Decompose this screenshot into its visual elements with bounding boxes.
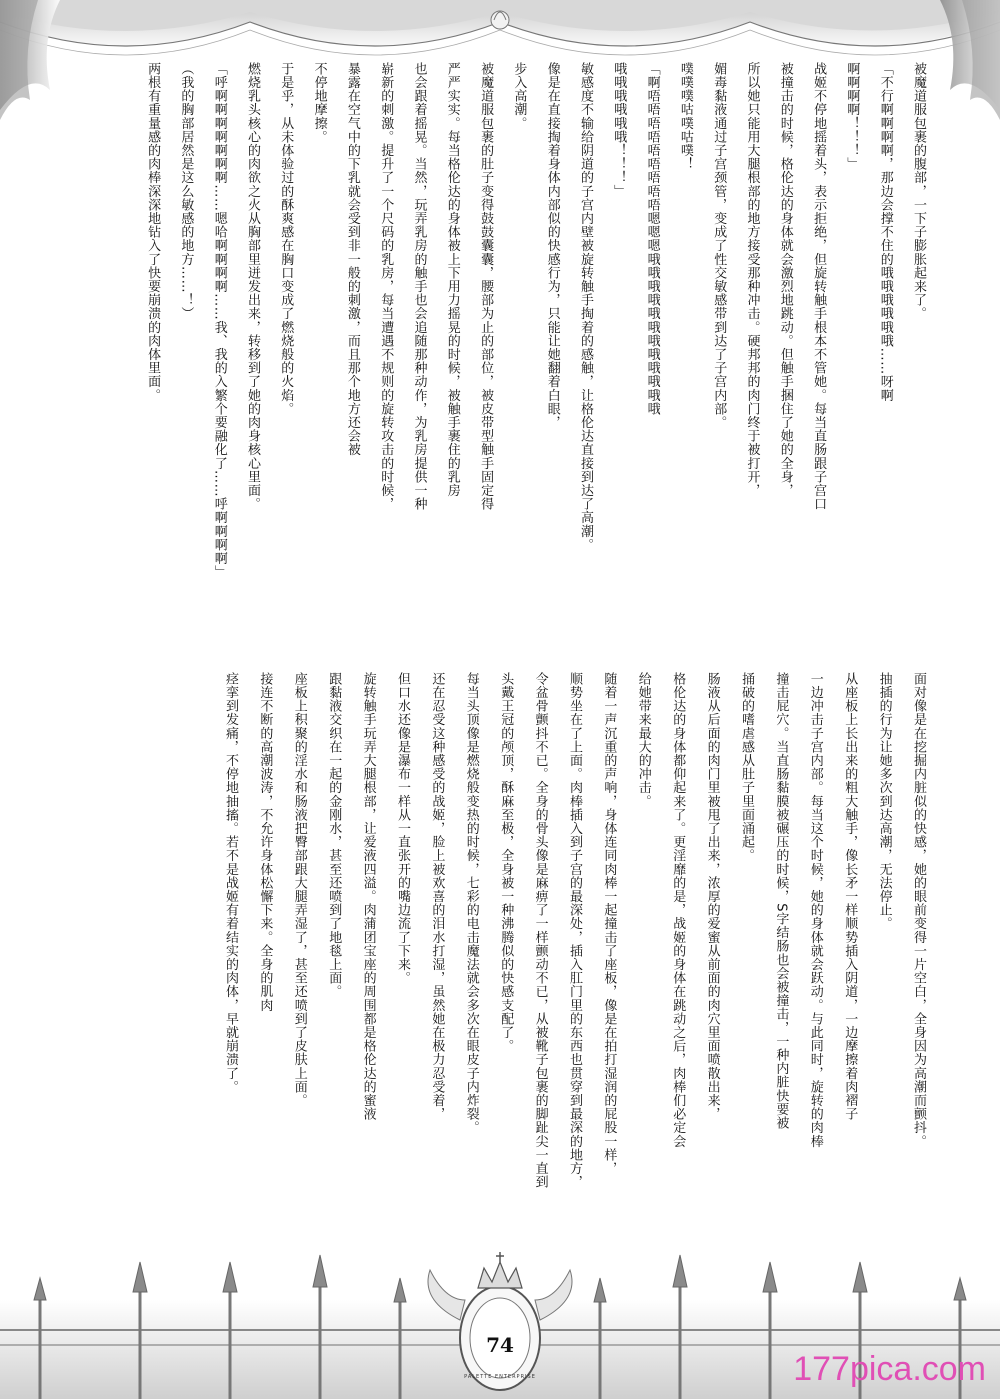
text-column: （我的胸部居然是这么敏感的地方……！） bbox=[178, 62, 194, 321]
text-column: 接连不断的高潮波涛，不允许身体松懈下来。全身的肌肉 bbox=[257, 672, 273, 1012]
text-column: 跟黏液交织在一起的金刚水，甚至还喷到了地毯上面。 bbox=[326, 672, 342, 999]
watermark: 177pica.com bbox=[793, 1350, 986, 1388]
text-column: 抽插的行为让她多次到达高潮，无法停止。 bbox=[876, 672, 892, 931]
text-column: 每当头顶像是燃烧般变热的时候，七彩的电击魔法就会多次在眼皮子内炸裂。 bbox=[463, 672, 479, 1135]
text-column: 旋转触手玩弄大腿根部，让爱液四溢。肉蒲团宝座的周围都是格伦达的蜜液 bbox=[360, 672, 376, 1121]
page-number: 74 bbox=[486, 1333, 514, 1357]
text-column: 撞击屁穴。当直肠黏膜被碾压的时候，S字结肠也会被撞击，一种内脏快要被 bbox=[773, 672, 789, 1130]
text-column: 严严实实。每当格伦达的身体被上下用力摇晃的时候，被触手裹住的乳房 bbox=[444, 62, 460, 498]
text-column: 战姬不停地摇着头，表示拒绝，但旋转触手根本不管她。每当直肠跟子宫口 bbox=[811, 62, 827, 511]
text-column: 痉挛到发痛，不停地抽搐。若不是战姬有着结实的肉体，早就崩溃了。 bbox=[223, 672, 238, 1094]
text-column: 头戴王冠的颅顶，酥麻至极，全身被一种沸腾似的快感支配了。 bbox=[498, 672, 514, 1053]
text-column: 啊啊啊啊！！！」 bbox=[844, 62, 860, 171]
text-column: 哦哦哦哦哦哦！！！」 bbox=[611, 62, 627, 198]
text-column: 燃烧乳头核心的肉欲之火从胸部里迸发出来，转移到了她的肉身核心里面。 bbox=[245, 62, 260, 511]
curtain-top bbox=[0, 0, 1000, 55]
text-column: 也会跟着摇晃。当然，玩弄乳房的触手也会追随那种动作，为乳房提供一种 bbox=[411, 62, 427, 511]
text-column: 「啊唔唔唔唔唔唔唔唔唔嗯嗯嗯哦哦哦哦哦哦哦哦哦哦哦哦 bbox=[644, 62, 660, 416]
text-column: 被魔道服包裹的肚子变得鼓鼓囊囊，腰部为止的部位，被皮带型触手固定得 bbox=[478, 62, 494, 511]
text-column: 从座板上长出来的粗大触手，像长矛一样顺势插入阴道，一边摩擦着肉褶子 bbox=[842, 672, 858, 1121]
text-column: 媚毒黏液通过子宫颈管，变成了性交敏感带到达了子宫内部。 bbox=[711, 62, 727, 430]
text-column: 捅破的嗜虐感从肚子里面涌起。 bbox=[739, 672, 754, 863]
text-column: 像是在直接掏着身体内部似的快感行为，只能让她翻着白眼， bbox=[544, 62, 560, 430]
text-column: 于是乎，从未体验过的酥爽感在胸口变成了燃烧般的火焰。 bbox=[278, 62, 294, 416]
text-column: 步入高潮。 bbox=[511, 62, 527, 130]
text-column: 敏感度不输给阴道的子宫内壁被旋转触手掏着的感触，让格伦达直接到达了高潮。 bbox=[578, 62, 593, 552]
text-column: 不停地摩擦。 bbox=[311, 62, 327, 144]
text-column: 两根有重量感的肉棒深深地钻入了快要崩溃的肉体里面。 bbox=[145, 62, 161, 402]
text-column: 给她带来最大的冲击。 bbox=[635, 672, 651, 808]
text-column: 一边冲击子宫内部。每当这个时候，她的身体就会跃动。与此同时，旋转的肉棒 bbox=[807, 672, 823, 1148]
text-column: 随着一声沉重的声响，身体连同肉棒一起撞击了座板，像是在拍打湿润的屁股一样， bbox=[601, 672, 617, 1176]
text-column: 「不行啊啊啊啊，那边会撑不住的哦哦哦哦哦哦……呀啊 bbox=[877, 62, 893, 402]
text-column: 暴露在空气中的下乳就会受到非一般的刺激，而且那个地方还会被 bbox=[344, 62, 360, 457]
text-column: 肠液从后面的肉门里被甩了出来，浓厚的爱蜜从前面的肉穴里面喷散出来， bbox=[704, 672, 720, 1121]
text-column: 被魔道服包裹的腹部，一下子膨胀起来了。 bbox=[911, 62, 926, 321]
curtain-right bbox=[940, 0, 1000, 120]
text-column: 所以她只能用大腿根部的地方接受那种冲击。硬邦邦的肉门终于被打开， bbox=[744, 62, 760, 498]
text-column: 被撞击的时候，格伦达的身体就会激烈地跳动。但触手捆住了她的全身， bbox=[777, 62, 793, 498]
text-column: 格伦达的身体都仰起来了。更淫靡的是，战姬的身体在跳动之后，肉棒们必定会 bbox=[670, 672, 686, 1148]
text-column: 但口水还像是瀑布一样从一直张开的嘴边流了下来。 bbox=[395, 672, 410, 985]
text-column: 面对像是在挖掘内脏似的快感，她的眼前变得一片空白，全身因为高潮而颤抖。 bbox=[911, 672, 926, 1148]
curtain-left bbox=[0, 0, 60, 120]
text-column: 噗噗噗咕噗咕噗！ bbox=[677, 62, 693, 171]
text-column: 顺势坐在了上面。肉棒插入到子宫的最深处，插入肛门里的东西也贯穿到最深的地方， bbox=[567, 672, 582, 1189]
text-column: 令盆骨颤抖不已。全身的骨头像是麻痹了一样颤动不已，从被靴子包裹的脚趾尖一直到 bbox=[532, 672, 548, 1189]
text-column: 还在忍受这种感受的战姬，脸上被欢喜的泪水打湿，虽然她在极力忍受着， bbox=[429, 672, 445, 1121]
text-column: 「呼啊啊啊啊啊啊啊……嗯哈啊啊啊啊……我、我的入繁个要融化了……呼啊啊啊啊」 bbox=[211, 62, 227, 579]
text-column: 座板上积聚的淫水和肠液把臀部跟大腿弄湿了，甚至还喷到了皮肤上面。 bbox=[291, 672, 307, 1108]
emblem-caption: PALETTE ENTERPRISE bbox=[464, 1374, 536, 1380]
text-column: 崭新的刺激。提升了一个尺码的乳房，每当遭遇不规则的旋转攻击的时候， bbox=[378, 62, 394, 511]
